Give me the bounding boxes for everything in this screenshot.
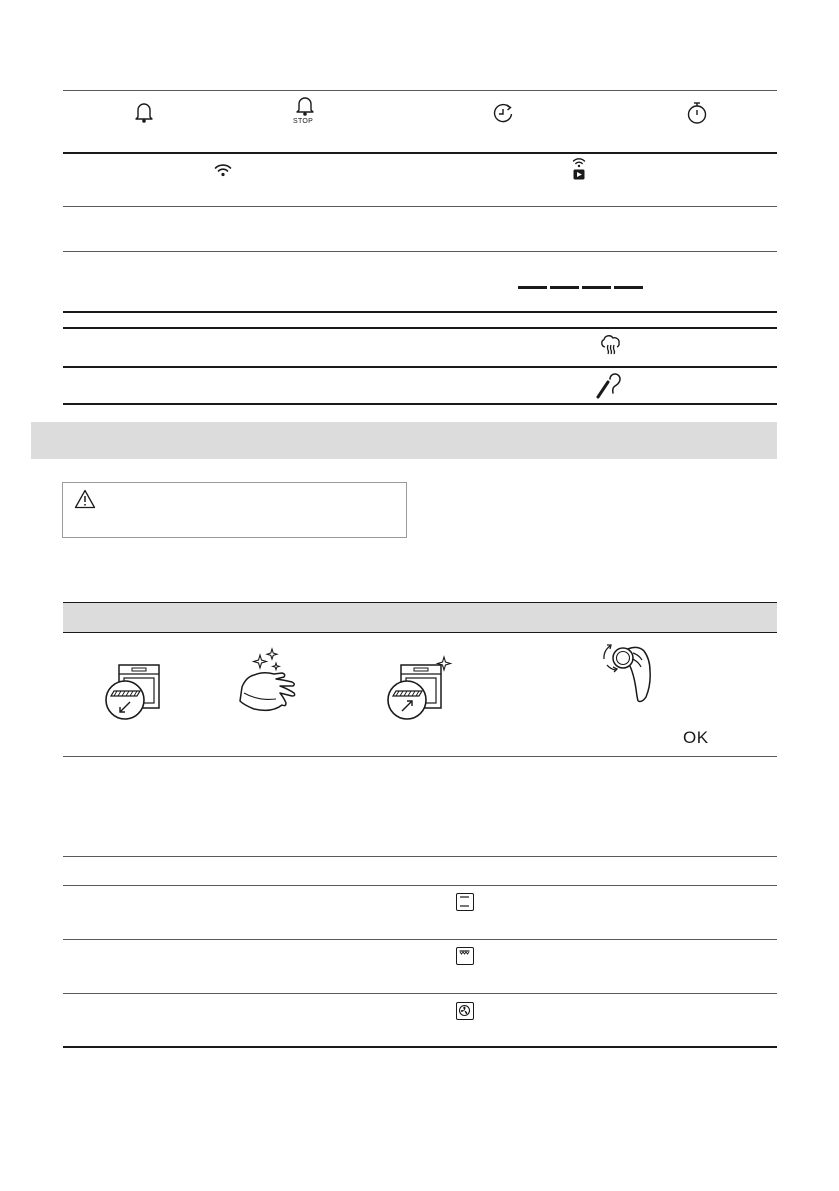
table-rule: [63, 90, 777, 91]
table-rule: [63, 366, 777, 368]
bell-icon: [134, 101, 154, 123]
dash-segment: [518, 286, 547, 289]
ok-label: OK: [683, 728, 709, 747]
stopwatch-icon: [687, 101, 707, 125]
table-rule: [63, 756, 777, 757]
oven-insert-accessories-icon: [386, 657, 458, 723]
wifi-icon: [214, 163, 232, 177]
section-header-band: [31, 422, 777, 459]
dash-segment: [614, 286, 643, 289]
top-heat-icon: [456, 947, 474, 965]
table-rule: [63, 403, 777, 405]
remote-wifi-icon: [572, 157, 586, 181]
table-rule: [63, 327, 777, 329]
bell-stop-icon: [295, 96, 315, 116]
table-rule: [63, 206, 777, 207]
table-rule: [63, 856, 777, 857]
conventional-heating-icon: [456, 893, 474, 911]
table-rule: [63, 993, 777, 994]
dash-segment: [550, 286, 579, 289]
table-rule: [63, 251, 777, 252]
warning-box: [62, 482, 407, 538]
steam-icon: [600, 335, 622, 355]
table-rule: [63, 1046, 777, 1048]
table-rule: [63, 939, 777, 940]
table-rule: [63, 311, 777, 313]
knob-turn-icon: [598, 641, 658, 705]
steps-table-header: [63, 602, 777, 633]
stop-label: STOP: [293, 118, 314, 125]
fan-heating-icon: [456, 1002, 474, 1020]
dash-segment: [582, 286, 611, 289]
food-probe-icon: [596, 373, 622, 399]
table-rule: [63, 885, 777, 886]
table-rule: [63, 152, 777, 154]
oven-remove-accessories-icon: [104, 658, 164, 722]
warning-triangle-icon: [74, 489, 96, 509]
cleaning-cloth-icon: [236, 647, 316, 717]
clock-delay-icon: [492, 103, 514, 125]
